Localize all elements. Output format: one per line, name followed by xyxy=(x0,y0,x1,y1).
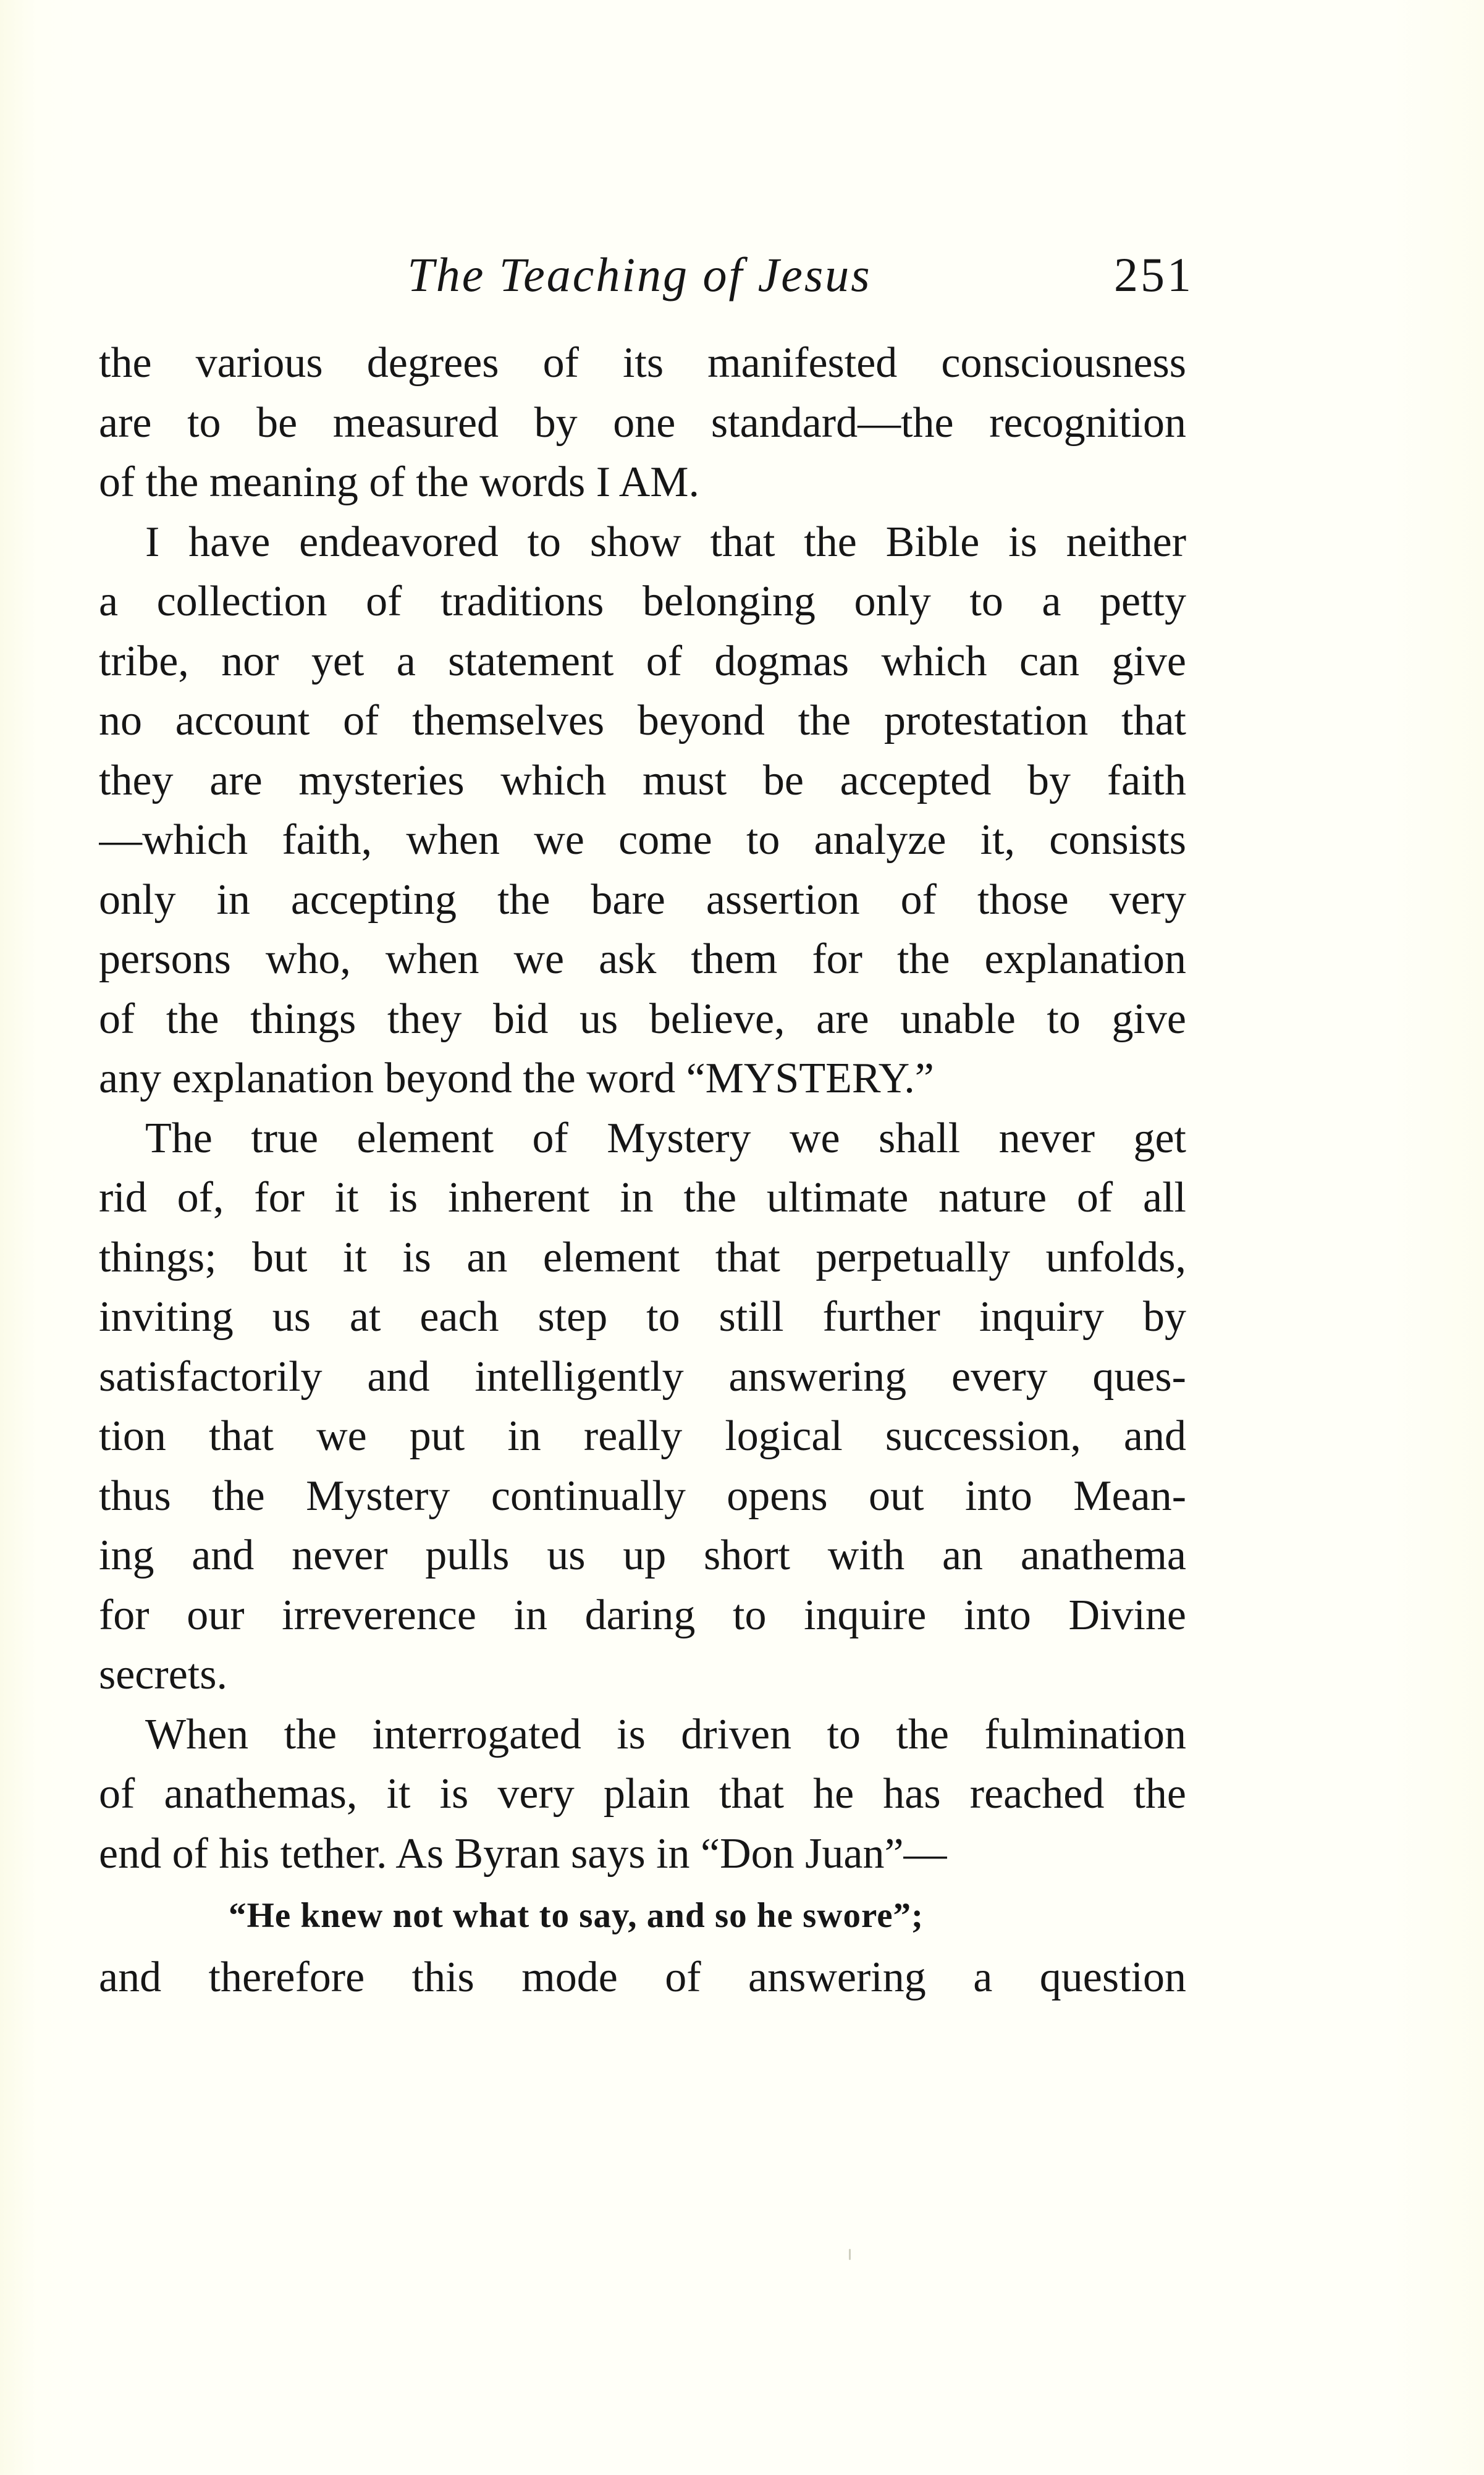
paper-speck xyxy=(849,2249,851,2260)
text-line: satisfactorily and intelligently answering every ques- xyxy=(99,1352,1186,1401)
running-head xyxy=(0,241,1484,309)
text-line: of the meaning of the words I AM. xyxy=(99,458,700,506)
text-line: thus the Mystery continually opens out into Mean- xyxy=(99,1472,1186,1520)
text-line: only in accepting the bare assertion of those very xyxy=(99,875,1186,924)
text-line: are to be measured by one standard—the recognition xyxy=(99,398,1186,447)
text-line: the various degrees of its manifested consciousness xyxy=(99,339,1186,387)
body-text xyxy=(99,334,1186,2008)
text-line: for our irreverence in daring to inquire into Divine xyxy=(99,1591,1186,1639)
text-line: ing and never pulls us up short with an anathema xyxy=(99,1532,1186,1579)
text-line: inviting us at each step to still further inquiry by xyxy=(99,1293,1186,1341)
text-line: —which faith, when we come to analyze it, consists xyxy=(99,816,1186,864)
text-line: no account of themselves beyond the protestation that xyxy=(99,697,1186,744)
text-line: tion that we put in really logical succession, and xyxy=(99,1412,1186,1460)
text-line: The true element of Mystery we shall never get xyxy=(145,1114,1186,1162)
text-line: of anathemas, it is very plain that he has reached the xyxy=(99,1770,1186,1818)
running-head-title: The Teaching of Jesus xyxy=(407,248,872,301)
text-line: I have endeavored to show that the Bible is neither xyxy=(145,518,1186,566)
page-number: 251 xyxy=(1114,248,1194,301)
text-line: When the interrogated is driven to the fulmination xyxy=(145,1710,1186,1758)
text-line: tribe, nor yet a statement of dogmas which can give xyxy=(99,637,1186,685)
text-line: persons who, when we ask them for the explanation xyxy=(99,935,1186,983)
block-quote: “He knew not what to say, and so he swore”; xyxy=(229,1896,924,1935)
text-line: they are mysteries which must be accepted by faith xyxy=(99,756,1186,804)
text-line: any explanation beyond the word “MYSTERY.” xyxy=(99,1055,934,1102)
text-line: end of his tether. As Byran says in “Don Juan”— xyxy=(99,1829,947,1878)
text-line: rid of, for it is inherent in the ultimate nature of all xyxy=(99,1174,1186,1221)
text-line: secrets. xyxy=(99,1651,227,1698)
text-line: a collection of traditions belonging only to a petty xyxy=(99,578,1186,625)
text-line: things; but it is an element that perpetually unfolds, xyxy=(99,1233,1186,1281)
text-line: of the things they bid us believe, are unable to give xyxy=(99,995,1186,1043)
text-line: and therefore this mode of answering a question xyxy=(99,1954,1186,2001)
